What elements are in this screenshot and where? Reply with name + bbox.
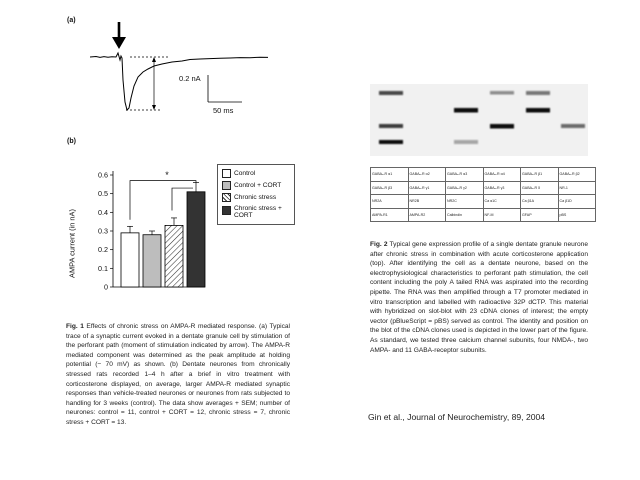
grid-cell: Ca β1A [521,195,559,209]
grid-cell: AMPA-R2 [408,208,446,222]
figure-1-caption-label: Fig. 1 [66,323,84,330]
panel-a-label: (a) [67,17,76,24]
scale-time-label: 50 ms [213,106,234,115]
grid-cell: NR2A [371,195,409,209]
significance-bracket-outer [130,181,196,220]
ampa-bar-chart [65,145,225,315]
grid-cell: Calbindin [446,208,484,222]
grid-cell: GABAₐ-R γ3 [483,181,521,195]
legend-label: Chronic stress + CORT [234,205,282,219]
grid-cell: NR2B [408,195,446,209]
y-axis-label: AMPA current (in nA) [67,209,77,278]
figure-2-caption [370,240,588,355]
synaptic-current-trace [90,20,280,120]
grid-cell: GABAₐ-R β2 [558,168,596,182]
y-tick-label: 0.6 [98,170,108,180]
cdna-clone-grid [370,167,596,222]
significance-star: * [165,169,169,180]
figure-2-caption-text: Typical gene expression profile of a single dentate granule neurone after chronic stress in combination with acute corticosterone application (top). After identifying the cell as a dentate neurone, based on the electrophysiological characteristics to perforant path stimulation, the cell content including the poly A tailed RNA was aspirated into the recording pipette. The RNA was then amplified through a T7 promoter mediated in vitro transcription and labelled with radioactive 32P dCTP. This material with hybridized on slot-blot with 23 cDNA clones of interest; the empty vector (pBlueScript = pBS) served as control. The identity and position on the blot of the cDNA clones used is depicted in the lower part of the figure. As standard, we tested three calcium channel subunits, four NMDA-, two AMPA- and 11 GABA-receptor subunits. [370,241,588,354]
bar-control [121,233,139,287]
grid-cell: GABAₐ-R α2 [408,168,446,182]
y-tick-label: 0 [104,282,108,292]
grid-row [371,168,596,182]
grid-cell: NR-1 [558,181,596,195]
y-tick-label: 0.5 [98,189,108,199]
citation-text: Gin et al., Journal of Neurochemistry, 89, 2004 [368,412,546,422]
grid-cell: GABAₐ-R γ2 [446,181,484,195]
grid-row [371,181,596,195]
grid-row [371,208,596,222]
legend-swatch [222,169,231,178]
grid-cell: GABAₐ-R β3 [371,181,409,195]
legend-label: Control [234,170,256,177]
grid-cell: NF-M [483,208,521,222]
y-tick-label: 0.2 [98,245,108,255]
bar-chronic-stress [165,225,183,287]
legend-item-control-cort [222,181,290,190]
y-tick-label: 0.3 [98,226,108,236]
grid-cell: GABAₐ-R α1 [371,168,409,182]
panel-b-label: (b) [67,138,76,145]
grid-cell: GABAₐ-R α4 [483,168,521,182]
legend-item-control [222,169,290,178]
y-tick-label: 0.1 [98,263,108,273]
grid-cell: pBS [558,208,596,222]
grid-cell: AMPA-R1 [371,208,409,222]
grid-cell: GABAₐ-R δ [521,181,559,195]
grid-row [371,195,596,209]
grid-cell: GABAₐ-R α3 [446,168,484,182]
legend-swatch [222,206,231,215]
legend-swatch [222,181,231,190]
grid-cell: GABAₐ-R β1 [521,168,559,182]
slot-blot-bands [370,84,588,156]
grid-cell: Ca α1C [483,195,521,209]
legend-item-chronic-stress [222,193,290,202]
legend-item-chronic-stress-cort [222,205,290,219]
bar-control-cort [143,235,161,287]
figure-2-caption-label: Fig. 2 [370,241,388,248]
legend-swatch [222,193,231,202]
grid-cell: GFAP [521,208,559,222]
scale-amplitude-label: 0.2 nA [179,74,201,83]
grid-cell: NR2C [446,195,484,209]
y-tick-label: 0.4 [98,207,108,217]
chart-legend [217,164,295,225]
figure-1-caption [66,322,290,428]
bar-chronic-stress-cort [187,192,205,287]
amplitude-arrow-icon [152,57,156,110]
figure-1-caption-text: Effects of chronic stress on AMPA-R mediated response. (a) Typical trace of a synaptic current evoked in a dentate granule cell by stimulation of the perforant path (moment of stimulation indicated by arrow). The AMPA-R mediated component was determined as the peak amplitude at holding potential (− 70 mV) as shown. (b) Dentate neurones from chronically stressed rats recorded 1–4 h after a brief in vitro treatment with corticosterone displayed, on average, larger AMPA-R mediated synaptic responses than vehicle-treated neurones or neurones from rats subjected to handling for 3 weeks (control). The data show averages + SEM; number of neurones: control = 11, control + CORT = 12, chronic stress = 7, chronic stress + CORT = 13. [66,323,291,426]
slot-blot-image [370,84,588,156]
legend-label: Control + CORT [234,182,282,189]
stimulation-arrow-icon [112,22,126,49]
legend-label: Chronic stress [234,194,277,201]
grid-cell: GABAₐ-R γ1 [408,181,446,195]
grid-cell: Ca β1D [558,195,596,209]
